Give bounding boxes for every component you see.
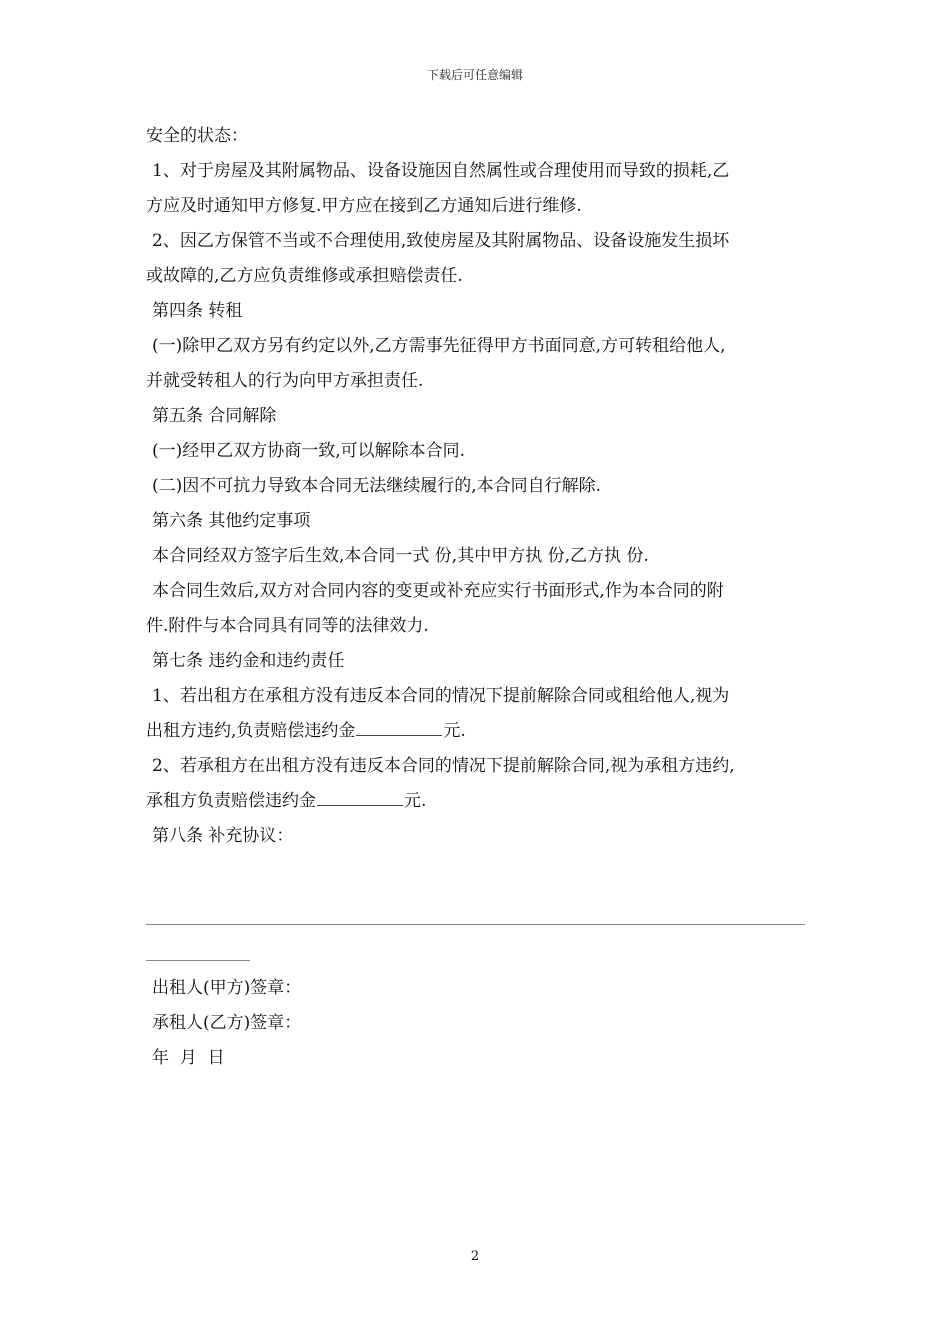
penalty-unit: 元. [404, 791, 427, 811]
page-number: 2 [470, 1249, 480, 1264]
text-line: 件.附件与本合同具有同等的法律效力. [146, 616, 429, 636]
article-heading: 第七条 违约金和违约责任 [152, 651, 345, 671]
supplement-blank-line-short [146, 960, 250, 961]
article-heading: 第八条 补充协议： [152, 826, 294, 846]
date-label: 年 月 日 [152, 1048, 225, 1068]
text-line: 或故障的,乙方应负责维修或承担赔偿责任. [146, 266, 463, 286]
penalty-amount-blank [356, 717, 442, 736]
article-heading: 第五条 合同解除 [152, 406, 277, 426]
text-line: (一)经甲乙双方协商一致,可以解除本合同. [152, 441, 466, 461]
lessee-signature-label: 承租人(乙方)签章： [152, 1013, 302, 1033]
penalty-amount-blank [317, 787, 403, 806]
text-line: (一)除甲乙双方另有约定以外,乙方需事先征得甲方书面同意,方可转租给他人, [152, 336, 726, 356]
lessor-signature-label: 出租人(甲方)签章： [152, 978, 302, 998]
text-line: 方应及时通知甲方修复.甲方应在接到乙方通知后进行维修. [146, 196, 582, 216]
penalty-line-lessor [146, 714, 806, 749]
text-line: 2、因乙方保管不当或不合理使用,致使房屋及其附属物品、设备设施发生损坏 [152, 231, 730, 251]
article-heading: 第六条 其他约定事项 [152, 511, 311, 531]
text-line: 安全的状态： [146, 126, 248, 146]
supplement-blank-line [146, 924, 805, 925]
penalty-line-lessee [146, 784, 806, 819]
contract-body [146, 119, 806, 854]
header-note: 下载后可任意编辑 [426, 68, 523, 82]
article-heading: 第四条 转租 [152, 301, 243, 321]
text-line: 2、若承租方在出租方没有违反本合同的情况下提前解除合同,视为承租方违约, [152, 756, 735, 776]
signature-block [152, 971, 301, 1076]
penalty-text: 承租方负责赔偿违约金 [146, 791, 316, 811]
text-line: 1、若出租方在承租方没有违反本合同的情况下提前解除合同或租给他人,视为 [152, 686, 730, 706]
text-line: 1、对于房屋及其附属物品、设备设施因自然属性或合理使用而导致的损耗,乙 [152, 161, 730, 181]
penalty-unit: 元. [443, 721, 466, 741]
text-line: 并就受转租人的行为向甲方承担责任. [146, 371, 424, 391]
text-line: (二)因不可抗力导致本合同无法继续履行的,本合同自行解除. [152, 476, 602, 496]
penalty-text: 出租方违约,负责赔偿违约金 [146, 721, 356, 741]
text-line: 本合同生效后,双方对合同内容的变更或补充应实行书面形式,作为本合同的附 [152, 581, 724, 601]
text-line: 本合同经双方签字后生效,本合同一式 份,其中甲方执 份,乙方执 份. [152, 546, 649, 566]
